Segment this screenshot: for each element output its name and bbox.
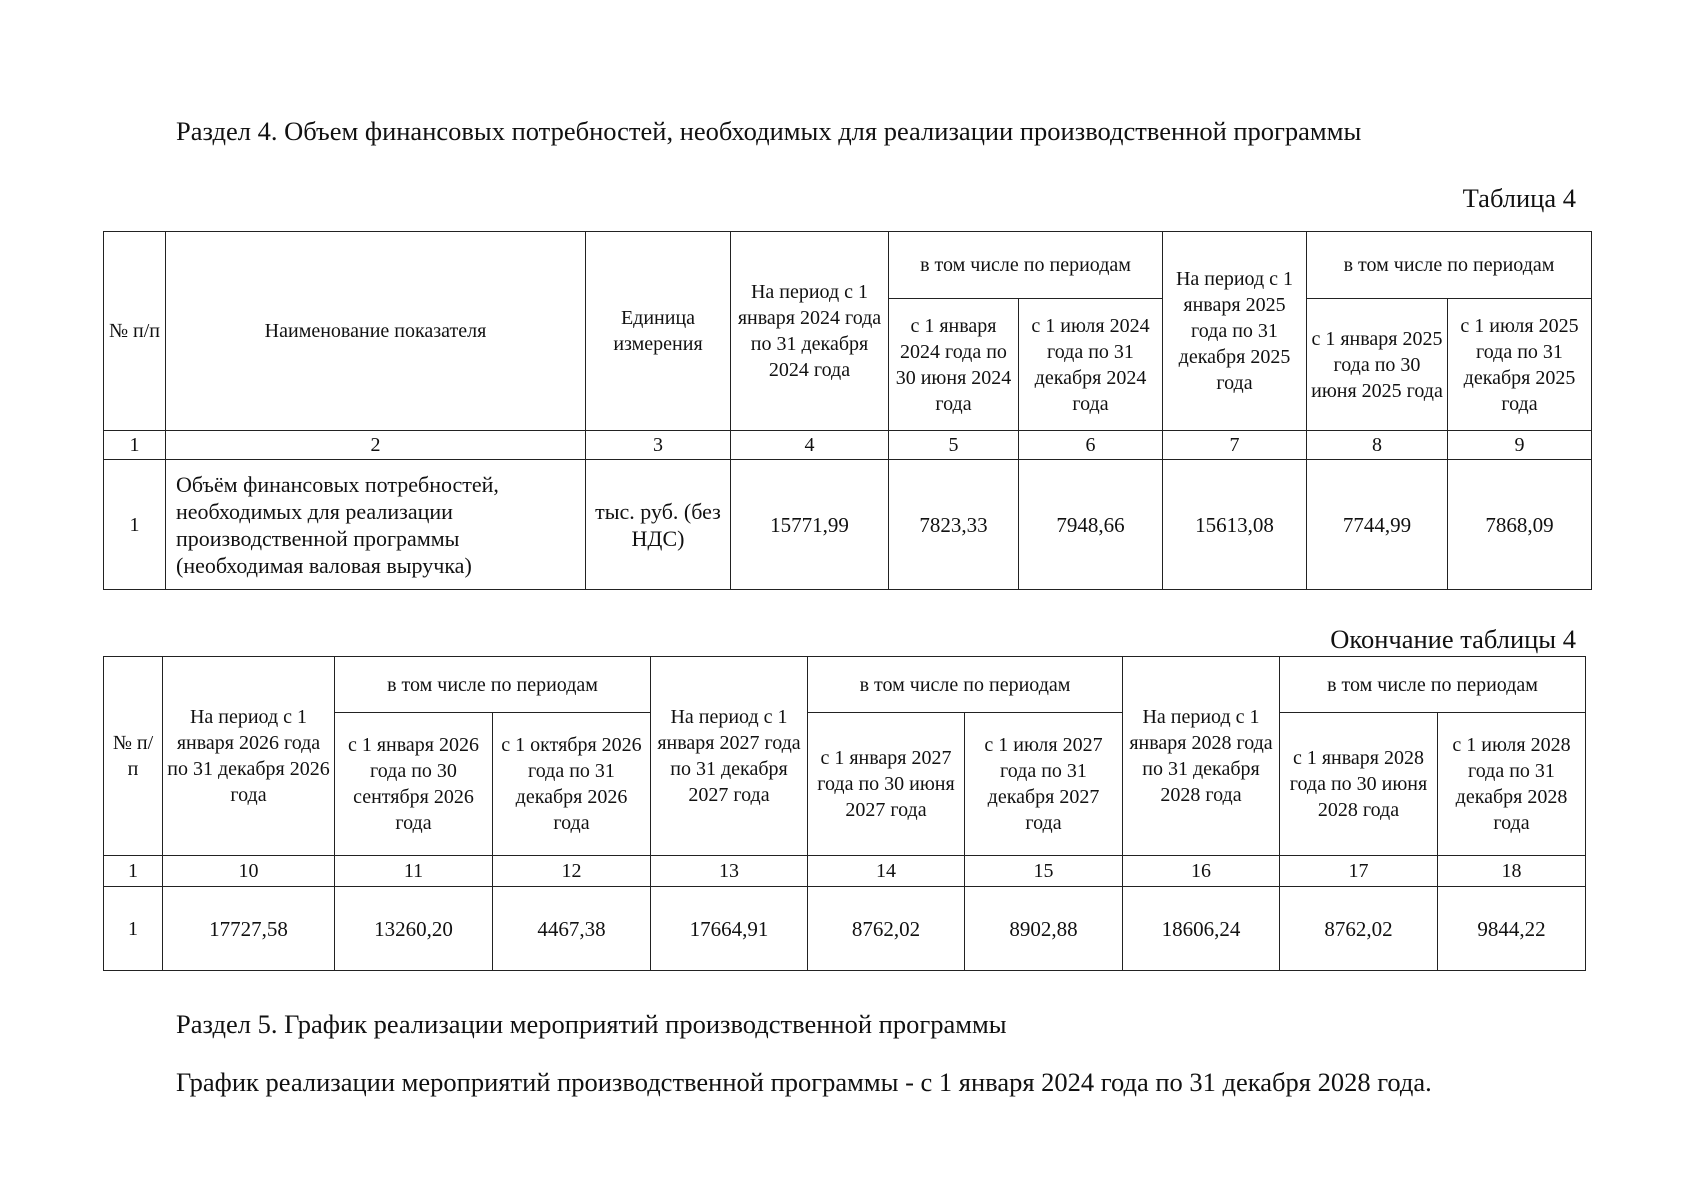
section-5-title: Раздел 5. График реализации мероприятий производственной программы: [176, 1009, 1007, 1039]
header-period-2027: На период с 1 января 2027 года по 31 декабря 2027 года: [651, 657, 808, 856]
column-number: 3: [586, 431, 731, 460]
value-2025-total: 15613,08: [1163, 460, 1307, 590]
header-including-2027: в том числе по периодам: [808, 657, 1123, 713]
value-2028-total: 18606,24: [1123, 887, 1280, 971]
header-2025-first-half: с 1 января 2025 года по 30 июня 2025 года: [1307, 299, 1448, 431]
value-2028-second-half: 9844,22: [1438, 887, 1586, 971]
header-period-2028: На период с 1 января 2028 года по 31 декабря 2028 года: [1123, 657, 1280, 856]
column-number: 11: [335, 856, 493, 887]
table-4-end-label: Окончание таблицы 4: [1330, 624, 1576, 654]
header-2028-first-half: с 1 января 2028 года по 30 июня 2028 года: [1280, 713, 1438, 856]
header-period-2026: На период с 1 января 2026 года по 31 декабря 2026 года: [163, 657, 335, 856]
header-2024-first-half: с 1 января 2024 года по 30 июня 2024 года: [889, 299, 1019, 431]
section-4-title: Раздел 4. Объем финансовых потребностей, необходимых для реализации производственной программы: [176, 116, 1362, 146]
table-header-row: [104, 232, 1592, 299]
indicator-name: Объём финансовых потребностей, необходимых для реализации производственной программы (необходимая валовая выручка): [166, 460, 586, 590]
value-2026-oct-dec: 4467,38: [493, 887, 651, 971]
column-number: 17: [1280, 856, 1438, 887]
column-number: 6: [1019, 431, 1163, 460]
table-row: [104, 887, 1586, 971]
header-including-2026: в том числе по периодам: [335, 657, 651, 713]
header-2026-jan-sep: с 1 января 2026 года по 30 сентября 2026 года: [335, 713, 493, 856]
header-indicator-name: Наименование показателя: [166, 232, 586, 431]
column-number: 18: [1438, 856, 1586, 887]
value-2024-first-half: 7823,33: [889, 460, 1019, 590]
header-including-2028: в том числе по периодам: [1280, 657, 1586, 713]
value-2025-first-half: 7744,99: [1307, 460, 1448, 590]
header-including-2025: в том числе по периодам: [1307, 232, 1592, 299]
header-2027-second-half: с 1 июля 2027 года по 31 декабря 2027 года: [965, 713, 1123, 856]
row-number: 1: [104, 887, 163, 971]
column-number: 16: [1123, 856, 1280, 887]
value-2027-total: 17664,91: [651, 887, 808, 971]
column-number: 15: [965, 856, 1123, 887]
column-number-row: [104, 856, 1586, 887]
header-2027-first-half: с 1 января 2027 года по 30 июня 2027 года: [808, 713, 965, 856]
value-2025-second-half: 7868,09: [1448, 460, 1592, 590]
header-including-2024: в том числе по периодам: [889, 232, 1163, 299]
header-period-2024: На период с 1 января 2024 года по 31 декабря 2024 года: [731, 232, 889, 431]
column-number: 14: [808, 856, 965, 887]
value-2026-jan-sep: 13260,20: [335, 887, 493, 971]
header-num: № п/п: [104, 232, 166, 431]
column-number: 5: [889, 431, 1019, 460]
column-number: 1: [104, 856, 163, 887]
column-number: 10: [163, 856, 335, 887]
column-number: 12: [493, 856, 651, 887]
header-unit: Единица измерения: [586, 232, 731, 431]
column-number: 8: [1307, 431, 1448, 460]
value-2027-first-half: 8762,02: [808, 887, 965, 971]
column-number: 13: [651, 856, 808, 887]
value-2026-total: 17727,58: [163, 887, 335, 971]
table-4-end: [103, 656, 1586, 971]
column-number: 9: [1448, 431, 1592, 460]
header-2028-second-half: с 1 июля 2028 года по 31 декабря 2028 года: [1438, 713, 1586, 856]
column-number: 7: [1163, 431, 1307, 460]
value-2028-first-half: 8762,02: [1280, 887, 1438, 971]
column-number: 4: [731, 431, 889, 460]
header-2026-oct-dec: с 1 октября 2026 года по 31 декабря 2026 года: [493, 713, 651, 856]
header-2024-second-half: с 1 июля 2024 года по 31 декабря 2024 года: [1019, 299, 1163, 431]
table-4-label: Таблица 4: [1462, 183, 1576, 213]
value-2024-total: 15771,99: [731, 460, 889, 590]
value-2024-second-half: 7948,66: [1019, 460, 1163, 590]
column-number: 1: [104, 431, 166, 460]
table-header-row: [104, 657, 1586, 713]
unit-value: тыс. руб. (без НДС): [586, 460, 731, 590]
row-number: 1: [104, 460, 166, 590]
header-2025-second-half: с 1 июля 2025 года по 31 декабря 2025 года: [1448, 299, 1592, 431]
table-4: [103, 231, 1592, 590]
column-number-row: [104, 431, 1592, 460]
table-row: [104, 460, 1592, 590]
column-number: 2: [166, 431, 586, 460]
header-num: № п/п: [104, 657, 163, 856]
schedule-statement: График реализации мероприятий производственной программы - с 1 января 2024 года по 31 декабря 2028 года.: [176, 1067, 1432, 1097]
header-period-2025: На период с 1 января 2025 года по 31 декабря 2025 года: [1163, 232, 1307, 431]
value-2027-second-half: 8902,88: [965, 887, 1123, 971]
